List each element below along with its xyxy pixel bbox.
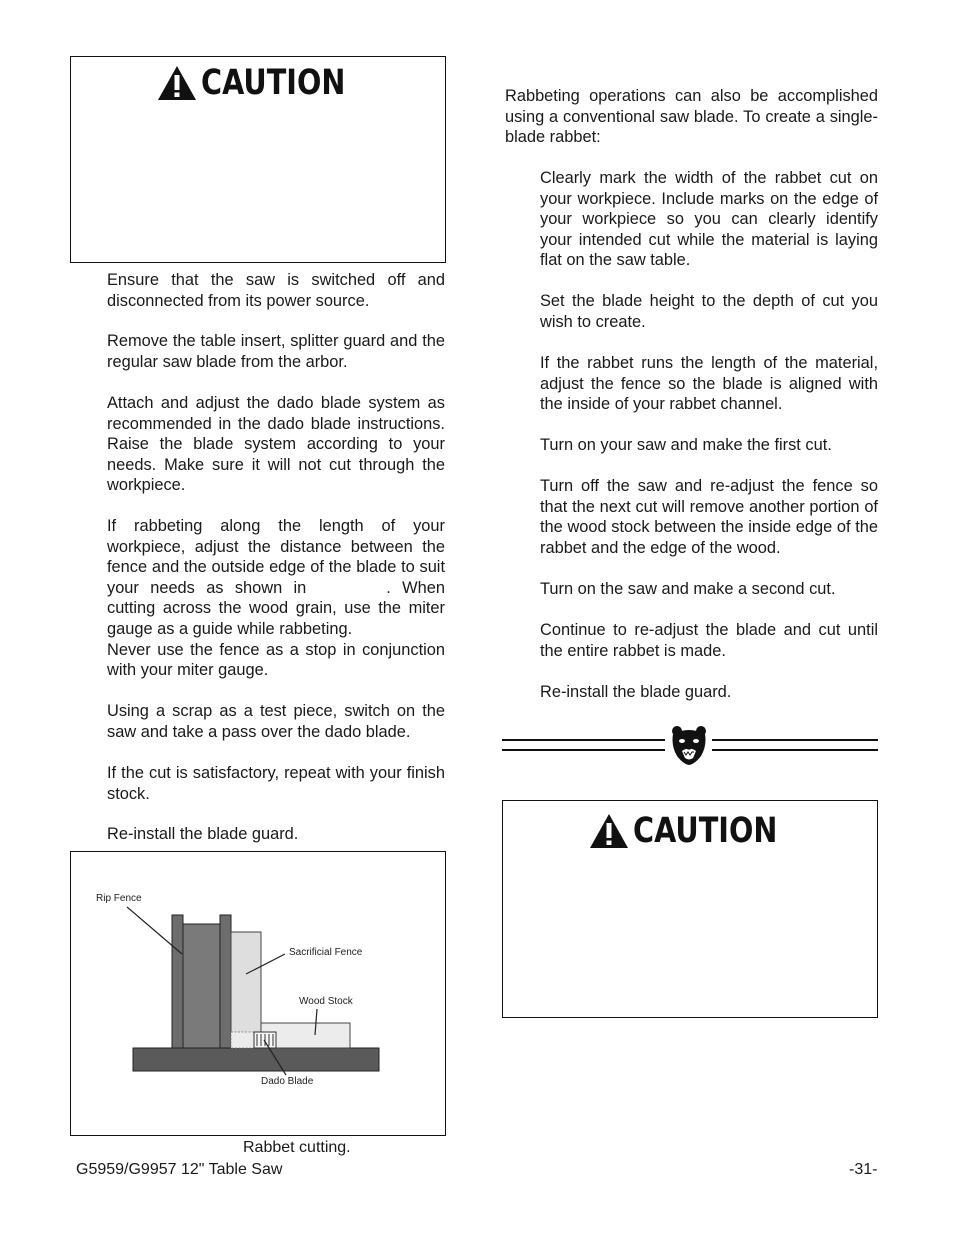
sacrificial-fence [231, 932, 261, 1048]
left-step-6 [107, 763, 445, 804]
step-text: Turn off the saw and re-adjust the fence so that the next cut will remove another portion of the wood stock between the inside edge of the rabbet and the edge of the wood. [540, 477, 878, 557]
right-step-3 [540, 353, 878, 415]
right-step-8 [540, 682, 878, 703]
step-text: Using a scrap as a test piece, switch on the saw and take a pass over the dado blade. [107, 702, 445, 741]
label-rip-fence: Rip Fence [96, 893, 142, 904]
label-dado-blade: Dado Blade [261, 1076, 314, 1087]
right-step-2 [540, 291, 878, 332]
rip-fence-right [220, 915, 231, 1048]
step-text: Turn on your saw and make the first cut. [540, 436, 832, 454]
caution-box-top [70, 56, 446, 263]
rip-fence-body [183, 924, 220, 1048]
left-step-2 [107, 331, 445, 372]
left-step-3 [107, 393, 445, 496]
step-text: Continue to re-adjust the blade and cut until the entire rabbet is made. [540, 621, 878, 660]
rabbet-diagram [71, 852, 445, 1135]
figure-caption: Rabbet cutting. [243, 1139, 351, 1156]
step-text: If the rabbet runs the length of the material, adjust the fence so the blade is aligned with the inside of your rabbet channel. [540, 354, 878, 414]
bear-logo-icon [669, 724, 709, 766]
step-text: Ensure that the saw is switched off and disconnected from its power source. [107, 271, 445, 310]
step-warning: Never use the fence as a stop in conjunction with your miter gauge. [107, 640, 445, 680]
figure-box [70, 851, 446, 1136]
step-text: If the cut is satisfactory, repeat with your finish stock. [107, 764, 445, 803]
caution-title: CAUTION [633, 811, 778, 851]
left-step-4 [107, 516, 445, 681]
label-wood-stock: Wood Stock [299, 996, 353, 1007]
caution-box-bottom [502, 800, 878, 1018]
intro-text: Rabbeting operations can also be accomplished using a conventional saw blade. To create a single-blade rabbet: [505, 87, 878, 147]
warning-triangle-icon [589, 813, 629, 849]
label-sacrificial-fence: Sacrificial Fence [289, 947, 363, 958]
right-step-1 [540, 168, 878, 271]
left-step-7 [107, 824, 445, 845]
step-text: Re-install the blade guard. [540, 683, 732, 701]
caution-header [71, 63, 445, 103]
footer-model: G5959/G9957 12" Table Saw [76, 1161, 283, 1178]
step-text-cont: . When cutting across the wood grain, use the miter gauge as a guide while rabbeting. [107, 578, 445, 638]
rip-fence-left [172, 915, 183, 1048]
step-text: Re-install the blade guard. [107, 825, 299, 843]
step-text: Attach and adjust the dado blade system as recommended in the dado blade instructions. Raise the blade system according to your needs. Make sure it will not cut through the workpiece. [107, 394, 445, 495]
right-step-5 [540, 476, 878, 558]
warning-triangle-icon [157, 65, 197, 101]
caution-header [503, 811, 877, 851]
left-step-1 [107, 270, 445, 311]
left-step-5 [107, 701, 445, 742]
footer-page-number: -31- [849, 1161, 878, 1178]
step-text: Remove the table insert, splitter guard and the regular saw blade from the arbor. [107, 332, 445, 371]
caution-title: CAUTION [201, 63, 346, 103]
step-text: Set the blade height to the depth of cut you wish to create. [540, 292, 878, 331]
right-step-7 [540, 620, 878, 661]
right-step-4 [540, 435, 878, 456]
step-text: If rabbeting along the length of your workpiece, adjust the distance between the fence and the outside edge of the blade to suit your needs as shown in [107, 517, 445, 597]
right-step-6 [540, 579, 878, 600]
saw-table [133, 1048, 379, 1071]
step-text: Clearly mark the width of the rabbet cut on your workpiece. Include marks on the edge of your workpiece so you can clearly identify your intended cut while the material is laying flat on the saw table. [540, 169, 878, 270]
step-text: Turn on the saw and make a second cut. [540, 580, 836, 598]
right-intro [505, 86, 878, 148]
